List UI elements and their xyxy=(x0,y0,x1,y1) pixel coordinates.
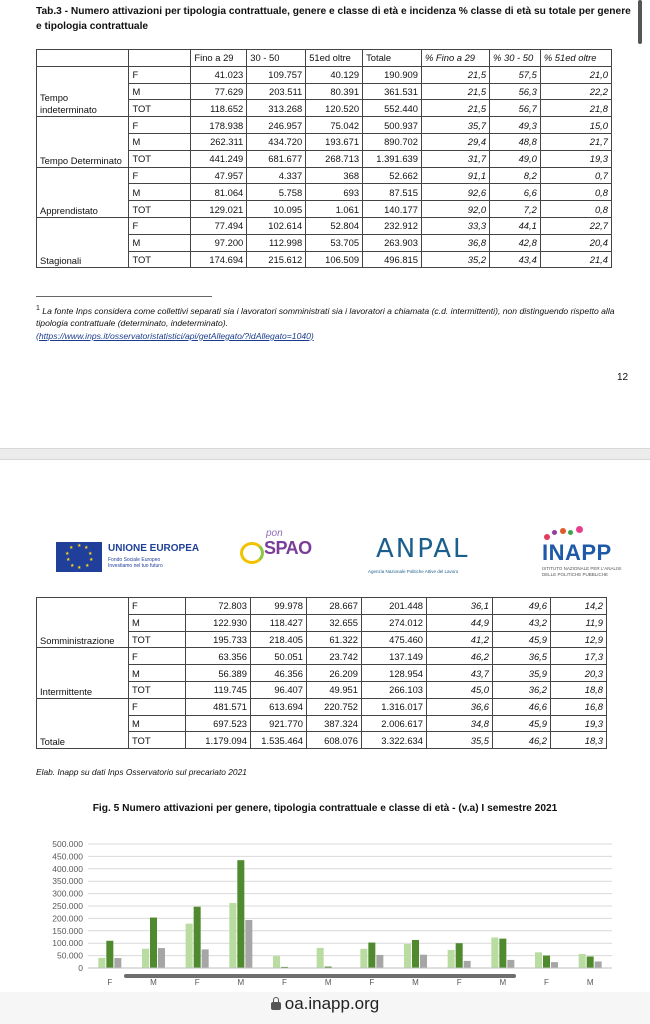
eu-subtitle-line2: Investiamo nel tuo futuro xyxy=(108,563,163,569)
percent-cell: 92,6 xyxy=(421,184,489,201)
sex-cell: M xyxy=(129,665,186,682)
value-cell: 10.095 xyxy=(247,201,306,218)
value-cell: 122.930 xyxy=(186,614,251,631)
horizontal-scrollbar[interactable] xyxy=(124,974,516,978)
percent-cell: 21,4 xyxy=(540,251,611,268)
table-row xyxy=(37,66,612,83)
bar-series-2 xyxy=(499,939,506,968)
value-cell: 49.951 xyxy=(307,681,362,698)
value-cell: 274.012 xyxy=(362,614,427,631)
sex-cell: F xyxy=(129,167,191,184)
percent-cell: 91,1 xyxy=(421,167,489,184)
header-cell: Totale xyxy=(363,50,422,67)
percent-cell: 20,4 xyxy=(540,234,611,251)
value-cell: 178.938 xyxy=(191,117,247,134)
value-cell: 201.448 xyxy=(362,598,427,615)
inapp-subtitle: ISTITUTO NAZIONALE PER L'ANALISI DELLE POLITICHE PUBBLICHE xyxy=(542,566,622,577)
value-cell: 613.694 xyxy=(251,698,307,715)
percent-cell: 15,0 xyxy=(540,117,611,134)
percent-cell: 36,1 xyxy=(427,598,493,615)
bar-series-1 xyxy=(535,952,542,968)
percent-cell: 29,4 xyxy=(421,133,489,150)
value-cell: 5.758 xyxy=(247,184,306,201)
value-cell: 41.023 xyxy=(191,66,247,83)
bar-series-3 xyxy=(507,960,514,968)
value-cell: 56.389 xyxy=(186,665,251,682)
value-cell: 4.337 xyxy=(247,167,306,184)
value-cell: 890.702 xyxy=(363,133,422,150)
value-cell: 475.460 xyxy=(362,631,427,648)
percent-cell: 33,3 xyxy=(421,217,489,234)
value-cell: 434.720 xyxy=(247,133,306,150)
bar-series-3 xyxy=(114,958,121,968)
scrollbar-thumb[interactable] xyxy=(638,0,642,44)
sex-cell: M xyxy=(129,614,186,631)
bar-series-1 xyxy=(404,944,411,968)
value-cell: 481.571 xyxy=(186,698,251,715)
value-cell: 220.752 xyxy=(307,698,362,715)
logo-strip xyxy=(0,520,650,590)
percent-cell: 36,6 xyxy=(427,698,493,715)
bar-series-3 xyxy=(595,962,602,968)
x-category-label: M xyxy=(150,978,157,987)
value-cell: 72.803 xyxy=(186,598,251,615)
bar-series-2 xyxy=(194,907,201,968)
value-cell: 77.629 xyxy=(191,83,247,100)
value-cell: 193.671 xyxy=(306,133,363,150)
value-cell: 268.713 xyxy=(306,150,363,167)
anpal-subtitle: Agenzia Nazionale Politiche Attive del Lavoro xyxy=(368,569,459,574)
value-cell: 52.662 xyxy=(363,167,422,184)
value-cell: 266.103 xyxy=(362,681,427,698)
percent-cell: 0,8 xyxy=(540,184,611,201)
sex-cell: TOT xyxy=(129,150,191,167)
footnote-text: La fonte Inps considera come collettivi separati sia i lavoratori somministrati sia i lavoratori a chiamata (c.d. intermittenti), non distinguendo rispetto alla tipologia contrattuale (determinato, indeterminato). xyxy=(36,305,615,329)
percent-cell: 56,7 xyxy=(490,100,541,117)
sex-cell: F xyxy=(129,598,186,615)
percent-cell: 56,3 xyxy=(490,83,541,100)
percent-cell: 20,3 xyxy=(551,665,607,682)
percent-cell: 18,8 xyxy=(551,681,607,698)
x-category-label: F xyxy=(107,978,113,987)
percent-cell: 92,0 xyxy=(421,201,489,218)
bar-series-1 xyxy=(360,949,367,968)
spao-label: SPAO xyxy=(264,538,312,558)
value-cell: 97.200 xyxy=(191,234,247,251)
value-cell: 552.440 xyxy=(363,100,422,117)
sex-cell: M xyxy=(129,715,186,732)
table-row xyxy=(37,598,607,615)
percent-cell: 49,3 xyxy=(490,117,541,134)
value-cell: 63.356 xyxy=(186,648,251,665)
value-cell: 47.957 xyxy=(191,167,247,184)
contract-type-label: Totale xyxy=(37,698,129,748)
value-cell: 23.742 xyxy=(307,648,362,665)
percent-cell: 36,5 xyxy=(493,648,551,665)
value-cell: 53.705 xyxy=(306,234,363,251)
url-text: oa.inapp.org xyxy=(284,994,380,1013)
value-cell: 174.694 xyxy=(191,251,247,268)
contract-type-label: Tempo Determinato xyxy=(37,117,129,167)
percent-cell: 18,3 xyxy=(551,732,607,749)
value-cell: 99.978 xyxy=(251,598,307,615)
percent-cell: 11,9 xyxy=(551,614,607,631)
sex-cell: TOT xyxy=(129,201,191,218)
value-cell: 218.405 xyxy=(251,631,307,648)
eu-flag-icon: ★ ★ ★ ★ ★ ★ ★ ★ ★ ★ xyxy=(56,542,102,572)
contract-type-label: Stagionali xyxy=(37,217,129,267)
bar-series-2 xyxy=(412,940,419,968)
bar-series-2 xyxy=(237,860,244,968)
percent-cell: 0,7 xyxy=(540,167,611,184)
value-cell: 921.770 xyxy=(251,715,307,732)
value-cell: 203.511 xyxy=(247,83,306,100)
bar-series-2 xyxy=(543,956,550,968)
page-number: 12 xyxy=(617,372,629,383)
value-cell: 361.531 xyxy=(363,83,422,100)
value-cell: 109.757 xyxy=(247,66,306,83)
value-cell: 129.021 xyxy=(191,201,247,218)
y-tick-label: 450.000 xyxy=(52,851,83,862)
value-cell: 102.614 xyxy=(247,217,306,234)
percent-cell: 43,4 xyxy=(490,251,541,268)
header-cell: 30 - 50 xyxy=(247,50,306,67)
y-tick-label: 350.000 xyxy=(52,876,83,887)
percent-cell: 45,9 xyxy=(493,715,551,732)
eu-subtitle-line1: Fondo Sociale Europeo xyxy=(108,557,161,563)
y-tick-label: 150.000 xyxy=(52,925,83,936)
percent-cell: 35,9 xyxy=(493,665,551,682)
percent-cell: 43,2 xyxy=(493,614,551,631)
percent-cell: 45,0 xyxy=(427,681,493,698)
x-category-label: M xyxy=(324,978,332,987)
value-cell: 120.520 xyxy=(306,100,363,117)
value-cell: 2.006.617 xyxy=(362,715,427,732)
value-cell: 32.655 xyxy=(307,614,362,631)
sex-cell: TOT xyxy=(129,100,191,117)
percent-cell: 46,2 xyxy=(427,648,493,665)
percent-cell: 21,5 xyxy=(421,66,489,83)
page-top xyxy=(0,0,650,448)
bar-series-2 xyxy=(587,957,594,968)
value-cell: 128.954 xyxy=(362,665,427,682)
header-cell: % Fino a 29 xyxy=(421,50,489,67)
value-cell: 500.937 xyxy=(363,117,422,134)
value-cell: 387.324 xyxy=(307,715,362,732)
header-cell: % 51ed oltre xyxy=(540,50,611,67)
value-cell: 441.249 xyxy=(191,150,247,167)
contract-type-label: Tempo indeterminato xyxy=(37,66,129,116)
footnote-number: 1 xyxy=(36,305,40,312)
value-cell: 118.652 xyxy=(191,100,247,117)
pon-swirl-icon xyxy=(240,542,264,564)
x-category-label: F xyxy=(369,978,375,987)
anpal-logo xyxy=(368,534,498,584)
percent-cell: 35,7 xyxy=(421,117,489,134)
value-cell: 1.179.094 xyxy=(186,732,251,749)
eu-title: UNIONE EUROPEA xyxy=(108,543,200,554)
percent-cell: 45,9 xyxy=(493,631,551,648)
value-cell: 140.177 xyxy=(363,201,422,218)
bar-series-3 xyxy=(551,962,558,968)
bar-series-1 xyxy=(142,949,149,968)
percent-cell: 22,7 xyxy=(540,217,611,234)
percent-cell: 46,6 xyxy=(493,698,551,715)
percent-cell: 35,2 xyxy=(421,251,489,268)
bar-series-1 xyxy=(273,956,280,968)
value-cell: 190.909 xyxy=(363,66,422,83)
bar-series-1 xyxy=(579,954,586,968)
sex-cell: TOT xyxy=(129,251,191,268)
value-cell: 1.061 xyxy=(306,201,363,218)
eu-subtitle xyxy=(108,557,163,569)
percent-cell: 21,8 xyxy=(540,100,611,117)
value-cell: 50.051 xyxy=(251,648,307,665)
activations-table-top xyxy=(36,49,612,268)
sex-cell: TOT xyxy=(129,681,186,698)
value-cell: 75.042 xyxy=(306,117,363,134)
percent-cell: 34,8 xyxy=(427,715,493,732)
value-cell: 263.903 xyxy=(363,234,422,251)
percent-cell: 21,5 xyxy=(421,83,489,100)
value-cell: 112.998 xyxy=(247,234,306,251)
value-cell: 40.129 xyxy=(306,66,363,83)
percent-cell: 41,2 xyxy=(427,631,493,648)
y-tick-label: 0 xyxy=(78,963,83,973)
value-cell: 119.745 xyxy=(186,681,251,698)
browser-url-bar[interactable] xyxy=(0,992,650,1024)
value-cell: 1.391.639 xyxy=(363,150,422,167)
lock-icon xyxy=(271,1002,281,1010)
footnote xyxy=(36,303,626,342)
header-cell: Fino a 29 xyxy=(191,50,247,67)
value-cell: 137.149 xyxy=(362,648,427,665)
value-cell: 1.535.464 xyxy=(251,732,307,749)
value-cell: 77.494 xyxy=(191,217,247,234)
y-tick-label: 250.000 xyxy=(52,901,83,911)
value-cell: 368 xyxy=(306,167,363,184)
y-tick-label: 500.000 xyxy=(52,839,83,849)
percent-cell: 44,9 xyxy=(427,614,493,631)
bar-series-3 xyxy=(420,955,427,968)
percent-cell: 8,2 xyxy=(490,167,541,184)
value-cell: 87.515 xyxy=(363,184,422,201)
bar-series-2 xyxy=(106,941,113,968)
table-title: Tab.3 - Numero attivazioni per tipologia contrattuale, genere e classe di età e incidenza % classe di età su totale per genere e tipologia contrattuale xyxy=(36,6,631,32)
percent-cell: 21,5 xyxy=(421,100,489,117)
percent-cell: 42,8 xyxy=(490,234,541,251)
page-separator xyxy=(0,448,650,460)
percent-cell: 14,2 xyxy=(551,598,607,615)
percent-cell: 49,6 xyxy=(493,598,551,615)
value-cell: 3.322.634 xyxy=(362,732,427,749)
contract-type-label: Intermittente xyxy=(37,648,129,698)
bar-series-2 xyxy=(368,943,375,968)
inapp-logo xyxy=(540,526,640,586)
bar-series-1 xyxy=(491,938,498,968)
table-row xyxy=(37,648,607,665)
header-cell xyxy=(37,50,129,67)
value-cell: 1.316.017 xyxy=(362,698,427,715)
percent-cell: 49,0 xyxy=(490,150,541,167)
value-cell: 106.509 xyxy=(306,251,363,268)
bar-series-3 xyxy=(158,948,165,968)
percent-cell: 7,2 xyxy=(490,201,541,218)
percent-cell: 46,2 xyxy=(493,732,551,749)
value-cell: 52.804 xyxy=(306,217,363,234)
bar-series-1 xyxy=(98,958,105,968)
percent-cell: 19,3 xyxy=(540,150,611,167)
value-cell: 246.957 xyxy=(247,117,306,134)
sex-cell: F xyxy=(129,117,191,134)
percent-cell: 21,7 xyxy=(540,133,611,150)
x-category-label: F xyxy=(282,978,287,987)
value-cell: 215.612 xyxy=(247,251,306,268)
value-cell: 118.427 xyxy=(251,614,307,631)
sex-cell: M xyxy=(129,133,191,150)
value-cell: 80.391 xyxy=(306,83,363,100)
table-row xyxy=(37,117,612,134)
x-category-label: F xyxy=(544,978,549,987)
value-cell: 697.523 xyxy=(186,715,251,732)
bar-series-1 xyxy=(186,924,193,968)
figure-title: Fig. 5 Numero attivazioni per genere, tipologia contrattuale e classe di età - (v.a) I semestre 2021 xyxy=(92,803,558,814)
x-category-label: F xyxy=(456,978,462,987)
percent-cell: 31,7 xyxy=(421,150,489,167)
percent-cell: 36,8 xyxy=(421,234,489,251)
x-category-label: M xyxy=(586,978,594,987)
percent-cell: 43,7 xyxy=(427,665,493,682)
anpal-wordmark: ANPAL xyxy=(376,534,470,564)
value-cell: 681.677 xyxy=(247,150,306,167)
footnote-link[interactable]: (https://www.inps.it/osservatoristatistici/api/getAllegato/?idAllegato=1040) xyxy=(36,330,314,341)
sex-cell: F xyxy=(129,698,186,715)
percent-cell: 36,2 xyxy=(493,681,551,698)
value-cell: 46.356 xyxy=(251,665,307,682)
value-cell: 26.209 xyxy=(307,665,362,682)
value-cell: 262.311 xyxy=(191,133,247,150)
sex-cell: M xyxy=(129,83,191,100)
footnote-rule xyxy=(36,296,212,297)
bar-series-1 xyxy=(229,903,236,968)
percent-cell: 16,8 xyxy=(551,698,607,715)
value-cell: 608.076 xyxy=(307,732,362,749)
bar-series-3 xyxy=(376,955,383,968)
value-cell: 232.912 xyxy=(363,217,422,234)
percent-cell: 35,5 xyxy=(427,732,493,749)
percent-cell: 44,1 xyxy=(490,217,541,234)
sex-cell: F xyxy=(129,66,191,83)
contract-type-label: Somministrazione xyxy=(37,598,129,648)
x-category-label: M xyxy=(412,978,419,987)
bar-series-3 xyxy=(245,920,252,968)
y-tick-label: 100.000 xyxy=(52,938,83,949)
percent-cell: 17,3 xyxy=(551,648,607,665)
contract-type-label: Apprendistato xyxy=(37,167,129,217)
sex-cell: F xyxy=(129,648,186,665)
pon-spao-logo xyxy=(240,528,330,578)
value-cell: 496.815 xyxy=(363,251,422,268)
y-tick-label: 50.000 xyxy=(57,950,83,961)
source-note: Elab. Inapp su dati Inps Osservatorio sul precariato 2021 xyxy=(36,767,247,777)
header-cell xyxy=(129,50,191,67)
sex-cell: F xyxy=(129,217,191,234)
header-cell: 51ed oltre xyxy=(306,50,363,67)
value-cell: 61.322 xyxy=(307,631,362,648)
percent-cell: 6,6 xyxy=(490,184,541,201)
activations-bar-chart xyxy=(0,834,650,992)
value-cell: 96.407 xyxy=(251,681,307,698)
percent-cell: 22,2 xyxy=(540,83,611,100)
y-tick-label: 200.000 xyxy=(52,913,83,924)
url-display[interactable] xyxy=(0,994,650,1014)
bar-series-3 xyxy=(464,961,471,968)
percent-cell: 19,3 xyxy=(551,715,607,732)
sex-cell: M xyxy=(129,184,191,201)
bar-series-2 xyxy=(150,918,157,968)
bar-series-1 xyxy=(448,950,455,968)
y-tick-label: 300.000 xyxy=(52,888,83,899)
percent-cell: 0,8 xyxy=(540,201,611,218)
bar-series-2 xyxy=(456,943,463,968)
inapp-wordmark: INAPP xyxy=(542,540,612,565)
y-tick-label: 400.000 xyxy=(52,863,83,874)
sex-cell: M xyxy=(129,234,191,251)
value-cell: 693 xyxy=(306,184,363,201)
percent-cell: 21,0 xyxy=(540,66,611,83)
percent-cell: 57,5 xyxy=(490,66,541,83)
table-row xyxy=(37,167,612,184)
bar-series-3 xyxy=(202,949,209,968)
table-row xyxy=(37,217,612,234)
pon-label: pon xyxy=(266,528,283,539)
value-cell: 313.268 xyxy=(247,100,306,117)
bar-series-1 xyxy=(317,948,324,968)
sex-cell: TOT xyxy=(129,631,186,648)
table-row xyxy=(37,698,607,715)
sex-cell: TOT xyxy=(129,732,186,749)
x-category-label: F xyxy=(194,978,200,987)
header-cell: % 30 - 50 xyxy=(490,50,541,67)
x-category-label: M xyxy=(237,978,245,987)
value-cell: 28.667 xyxy=(307,598,362,615)
table-header-row xyxy=(37,50,612,67)
activations-table-bottom xyxy=(36,597,607,749)
percent-cell: 12,9 xyxy=(551,631,607,648)
percent-cell: 48,8 xyxy=(490,133,541,150)
value-cell: 81.064 xyxy=(191,184,247,201)
x-category-label: M xyxy=(499,978,507,987)
value-cell: 195.733 xyxy=(186,631,251,648)
